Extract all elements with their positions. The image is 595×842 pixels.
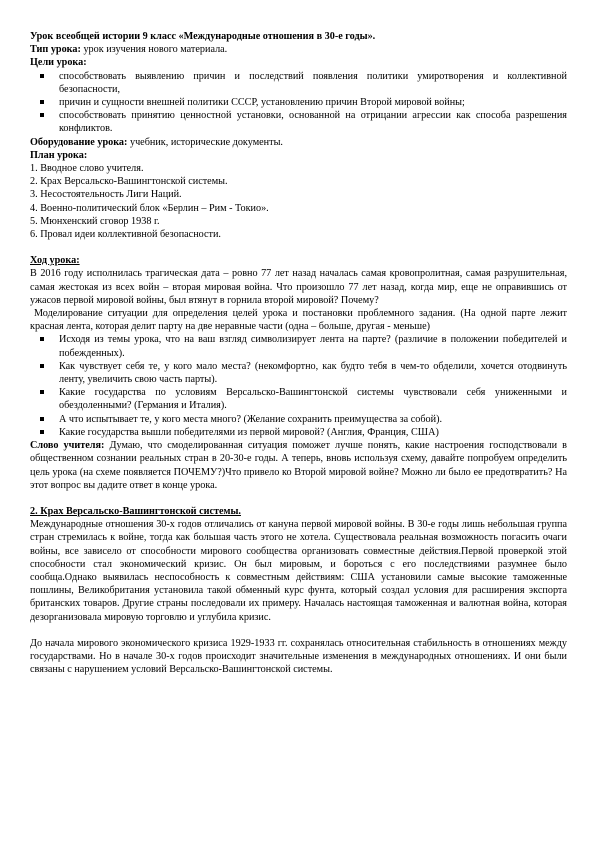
goal-item: причин и сущности внешней политики СССР, установлению причин Второй мировой войны; <box>30 96 567 109</box>
plan-item: 4. Военно-политический блок «Берлин – Рим - Токио». <box>30 202 269 214</box>
equipment-value: учебник, исторические документы. <box>127 136 283 148</box>
modeling-task: Моделирование ситуации для определения целей урока и постановки проблемного задания. (На одной парте лежит красная лента, которая делит парту на две неравные части (одна – больше, другая - меньше) <box>30 308 567 333</box>
section-paragraph: До начала мирового экономического кризиса 1929-1933 гг. сохранялась относительная стабильность в отношениях между государствами. Но в начале 30-х годов происходит значительные изменения в международных отношениях. И они были связаны с нарушением условий Версальско-Вашингтонской системы. <box>30 637 567 676</box>
plan-item: 2. Крах Версальско-Вашингтонской системы. <box>30 176 228 188</box>
lesson-type-value: урок изучения нового материала. <box>80 44 228 56</box>
question-item: А что испытывает те, у кого места много? (Желание сохранить преимущества за собой). <box>30 413 567 426</box>
teacher-word <box>30 439 567 492</box>
plan-item: 6. Провал идеи коллективной безопасности. <box>30 229 221 241</box>
document-page <box>30 30 567 676</box>
question-item: Исходя из темы урока, что на ваш взгляд символизирует лента на парте? (различие в положении победителей и побежденных). <box>30 333 567 359</box>
goal-item: способствовать выявлению причин и последствий появления политики умиротворения и коллективной безопасности, <box>30 70 567 96</box>
plan-item: 1. Вводное слово учителя. <box>30 163 144 175</box>
section-paragraph: Международные отношения 30-х годов отличались от кануна первой мировой войны. В 30-е годы лишь небольшая группа стран стремилась к войне, тогда как большая часть этого не хотела. Существовала реальная возможность погасить очаги войны, все зависело от способности мирового сообщества организовать совместные действия.Первой проверкой этой способности стал экономический кризис. Он был мировым, и бороться с его последствиями разумнее было сообща.Однако выявилась неспособность к совместным действиям: США установили самые высокие таможенные пошлины, Великобритания установила такой обменный курс фунта, который создал условия для расширения экспорта британских товаров. Другие страны последовали их примеру. Началась настоящая таможенная и валютная война, которая дезорганизовала мировую торговлю и углубила кризис. <box>30 519 567 623</box>
lesson-title: Урок всеобщей истории 9 класс «Международные отношения в 30-е годы». <box>30 31 376 42</box>
lesson-type <box>30 43 567 56</box>
plan-label: План урока: <box>30 149 88 161</box>
question-item: Какие государства по условиям Версальско-Вашингтонской системы чувствовали себя униженными и обездоленными? (Германия и Италия). <box>30 386 567 412</box>
questions-list <box>30 333 567 439</box>
plan-item: 3. Несостоятельность Лиги Наций. <box>30 189 182 201</box>
equipment-label: Оборудование урока: <box>30 136 128 148</box>
goal-item: способствовать принятию ценностной установки, основанной на отрицании агрессии как способа разрешения конфликтов. <box>30 109 567 135</box>
question-item: Как чувствует себя те, у кого мало места? (некомфортно, как будто тебя в чем-то обделили, хочется отодвинуть ленту, увеличить свою часть парты). <box>30 360 567 386</box>
lesson-type-label: Тип урока: <box>30 44 81 56</box>
section-heading: 2. Крах Версальско-Вашингтонской системы. <box>30 505 241 517</box>
question-item: Какие государства вышли победителями из первой мировой? (Англия, Франция, США) <box>30 426 567 439</box>
course-label: Ход урока: <box>30 255 80 267</box>
spacer <box>30 241 567 254</box>
spacer <box>30 492 567 505</box>
goals-list <box>30 70 567 136</box>
course-intro: В 2016 году исполнилась трагическая дата – ровно 77 лет назад началась самая кровопролитная, самая разрушительная, самая жестокая из всех войн – вторая мировая война. Что произошло 77 лет назад, когда мир, еще не оправившись от ужасов первой мировой войны, был втянут в горнила второй мировой? Почему? <box>30 268 567 306</box>
goals-label: Цели урока: <box>30 57 87 69</box>
teacher-label: Слово учителя: <box>30 440 105 452</box>
equipment <box>30 136 567 149</box>
plan-item: 5. Мюнхенский сговор 1938 г. <box>30 215 160 227</box>
spacer <box>30 624 567 637</box>
teacher-text: Думаю, что смоделированная ситуация поможет лучше понять, какие настроения господствовали в общественном сознании реальных стран в 20-30-е годы. А теперь, вновь используя схему, давайте попробуем определить цель урока (на схеме появляется ПОЧЕМУ?)Что привело ко Второй мировой войне? Можно ли было ее предотвратить? На этот вопрос вы дадите ответ в конце урока. <box>30 440 567 491</box>
